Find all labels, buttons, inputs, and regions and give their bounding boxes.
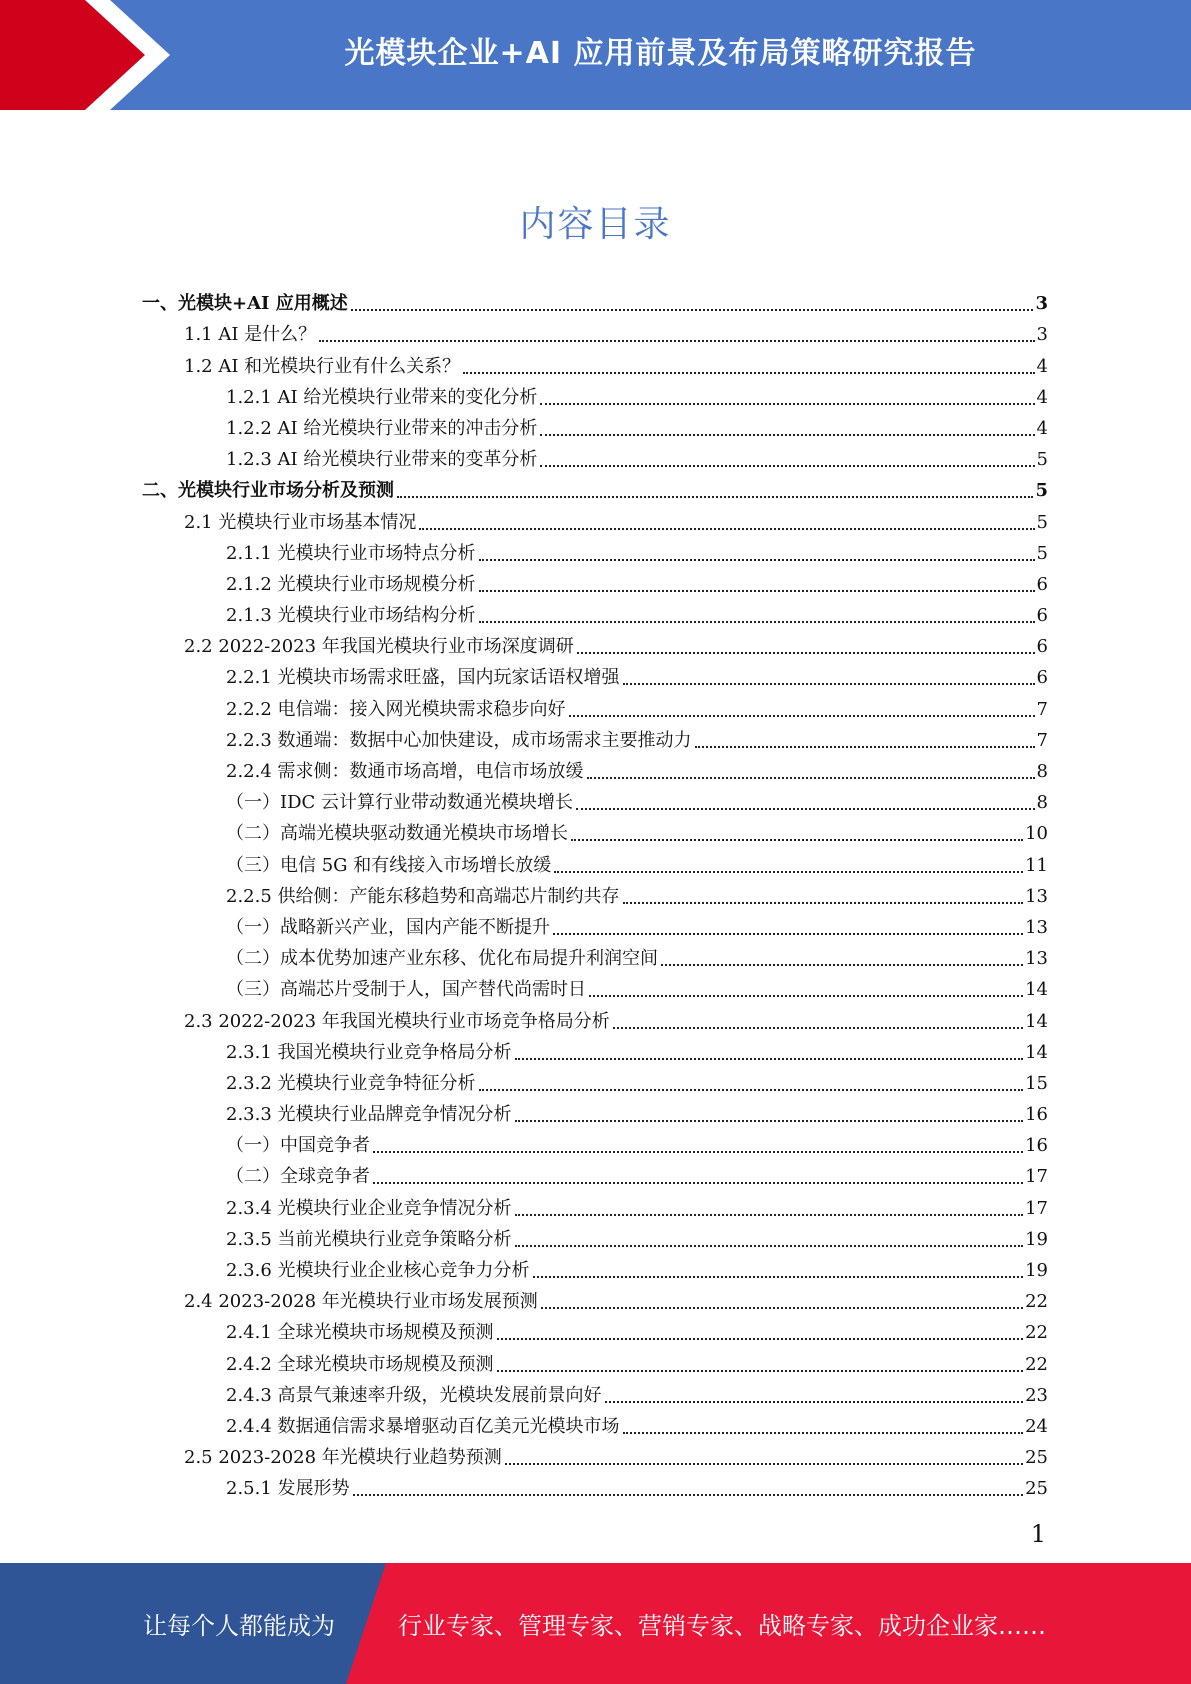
toc-entry-label: 2.4.2 全球光模块市场规模及预测 [226,1353,494,1375]
toc-entry-label: 1.1 AI 是什么？ [184,324,317,346]
toc-entry[interactable] [142,1408,1048,1439]
footer-slogan-left: 让每个人都能成为 [143,1612,335,1640]
toc-entry-page: 13 [1025,885,1048,907]
toc-dot-leader [515,1245,1024,1247]
toc-dot-leader [623,683,1035,685]
toc-entry-page: 11 [1025,854,1048,876]
footer-banner [0,1563,1191,1684]
toc-entry[interactable] [142,1189,1048,1220]
toc-dot-leader [661,964,1023,966]
toc-entry-page: 14 [1025,1041,1048,1063]
toc-entry-label: 1.2.1 AI 给光模块行业带来的变化分析 [226,386,538,408]
toc-dot-leader [319,340,1034,342]
toc-entry[interactable] [142,628,1048,659]
toc-dot-leader [515,1058,1024,1060]
toc-dot-leader [479,590,1035,592]
toc-entry[interactable] [142,535,1048,566]
toc-entry-label: 2.2 2022-2023 年我国光模块行业市场深度调研 [184,636,574,658]
toc-dot-leader [577,652,1035,654]
toc-dot-leader [373,1151,1023,1153]
toc-dot-leader [497,1370,1024,1372]
toc-dot-leader [587,777,1035,779]
toc-entry-label: 1.2.2 AI 给光模块行业带来的冲击分析 [226,417,538,439]
toc-dot-leader [540,434,1034,436]
header-banner [0,0,1191,110]
footer-slogan-right: 行业专家、管理专家、营销专家、战略专家、成功企业家…… [398,1612,1046,1640]
toc-entry[interactable] [142,846,1048,877]
toc-dot-leader [479,1089,1024,1091]
toc-entry-page: 17 [1025,1166,1048,1188]
toc-entry[interactable] [142,1002,1048,1033]
toc-entry-label: 2.3.1 我国光模块行业竞争格局分析 [226,1041,512,1063]
toc-entry[interactable] [142,1252,1048,1283]
toc-entry[interactable] [142,878,1048,909]
toc-dot-leader [540,465,1034,467]
toc-entry-page: 6 [1036,636,1048,658]
toc-entry-label: （一）战略新兴产业，国内产能不断提升 [226,916,550,938]
toc-entry[interactable] [142,503,1048,534]
toc-entry-label: 2.3 2022-2023 年我国光模块行业市场竞争格局分析 [184,1010,610,1032]
toc-entry-label: 2.3.3 光模块行业品牌竞争情况分析 [226,1104,512,1126]
toc-dot-leader [515,1214,1024,1216]
toc-entry-page: 5 [1035,480,1048,502]
toc-entry-label: 2.4.4 数据通信需求暴增驱动百亿美元光模块市场 [226,1415,620,1437]
toc-entry-page: 10 [1025,823,1048,845]
toc-entry[interactable] [142,410,1048,441]
toc-entry-label: 二、光模块行业市场分析及预测 [142,480,394,502]
toc-dot-leader [569,715,1035,717]
toc-dot-leader [695,746,1035,748]
toc-heading: 内容目录 [519,204,672,245]
toc-dot-leader [605,1401,1024,1403]
toc-entry-page: 25 [1025,1478,1048,1500]
toc-entry-page: 16 [1025,1104,1048,1126]
toc-entry-label: 2.2.3 数通端：数据中心加快建设，成市场需求主要推动力 [226,729,692,751]
toc-entry-page: 7 [1036,729,1048,751]
toc-entry[interactable] [142,347,1048,378]
toc-entry-label: （二）成本优势加速产业东移、优化布局提升利润空间 [226,948,658,970]
toc-entry[interactable] [142,753,1048,784]
toc-entry-page: 14 [1025,1010,1048,1032]
toc-dot-leader [515,1120,1024,1122]
page-number: 1 [1030,1520,1046,1548]
toc-entry-page: 13 [1025,948,1048,970]
toc-entry-label: 2.4 2023-2028 年光模块行业市场发展预测 [184,1291,538,1313]
toc-entry-label: 一、光模块+AI 应用概述 [142,293,348,315]
toc-dot-leader [540,403,1034,405]
toc-entry[interactable] [142,1283,1048,1314]
toc-dot-leader [351,309,1034,311]
toc-entry-label: 2.4.1 全球光模块市场规模及预测 [226,1322,494,1344]
toc-entry-page: 15 [1025,1072,1048,1094]
toc-entry-label: （二）全球竞争者 [226,1166,370,1188]
toc-entry[interactable] [142,316,1048,347]
toc-dot-leader [419,528,1034,530]
toc-dot-leader [463,372,1034,374]
toc-dot-leader [533,1276,1024,1278]
toc-entry-page: 17 [1025,1197,1048,1219]
toc-entry-label: （一）中国竞争者 [226,1135,370,1157]
toc-dot-leader [497,1338,1024,1340]
toc-dot-leader [397,496,1033,498]
toc-entry-page: 3 [1035,293,1048,315]
toc-entry-label: 2.4.3 高景气兼速率升级，光模块发展前景向好 [226,1384,602,1406]
toc-entry-label: 2.1.1 光模块行业市场特点分析 [226,542,476,564]
toc-entry-page: 6 [1036,605,1048,627]
toc-entry[interactable] [142,909,1048,940]
toc-entry[interactable] [142,940,1048,971]
toc-entry[interactable] [142,1158,1048,1189]
toc-dot-leader [553,933,1023,935]
toc-dot-leader [554,871,1023,873]
toc-entry[interactable] [142,379,1048,410]
toc-entry[interactable] [142,1096,1048,1127]
toc-entry[interactable] [142,1345,1048,1376]
toc-entry-page: 6 [1036,667,1048,689]
toc-entry[interactable] [142,1127,1048,1158]
toc-entry[interactable] [142,1314,1048,1345]
toc-entry-label: 2.2.1 光模块市场需求旺盛，国内玩家话语权增强 [226,667,620,689]
toc-entry[interactable] [142,784,1048,815]
toc-entry-page: 4 [1036,417,1048,439]
toc-dot-leader [373,1182,1023,1184]
toc-entry[interactable] [142,1377,1048,1408]
toc-entry[interactable] [142,690,1048,721]
toc-entry[interactable] [142,722,1048,753]
toc-dot-leader [576,808,1035,810]
toc-dot-leader [589,995,1023,997]
toc-entry-page: 22 [1025,1291,1048,1313]
toc-dot-leader [623,902,1024,904]
toc-entry[interactable] [142,815,1048,846]
toc-entry[interactable] [142,1221,1048,1252]
toc-entry-page: 4 [1036,386,1048,408]
toc-dot-leader [571,839,1023,841]
toc-entry-page: 13 [1025,916,1048,938]
toc-entry-label: 1.2 AI 和光模块行业有什么关系？ [184,355,461,377]
toc-entry-label: 2.3.5 当前光模块行业竞争策略分析 [226,1228,512,1250]
toc-entry[interactable] [142,285,1048,316]
toc-entry-page: 22 [1025,1322,1048,1344]
toc-entry-page: 22 [1025,1353,1048,1375]
toc-entry[interactable] [142,1034,1048,1065]
toc-entry-label: （二）高端光模块驱动数通光模块市场增长 [226,823,568,845]
toc-entry-page: 7 [1036,698,1048,720]
toc-dot-leader [479,621,1035,623]
toc-entry[interactable] [142,597,1048,628]
toc-entry-page: 16 [1025,1135,1048,1157]
toc-entry-page: 6 [1036,573,1048,595]
toc-entry-page: 8 [1036,792,1048,814]
toc-entry-page: 19 [1025,1260,1048,1281]
toc-entry-label: 2.3.2 光模块行业竞争特征分析 [226,1072,476,1094]
toc-entry-label: 1.2.3 AI 给光模块行业带来的变革分析 [226,449,538,471]
toc-entry[interactable] [142,472,1048,503]
toc-entry-label: 2.5.1 发展形势 [226,1478,350,1500]
toc-entry-page: 19 [1025,1228,1048,1250]
toc-entry-label: 2.1 光模块行业市场基本情况 [184,511,417,533]
toc-entry-page: 5 [1036,511,1048,533]
toc-entry[interactable] [142,441,1048,472]
toc-entry-label: 2.5 2023-2028 年光模块行业趋势预测 [184,1447,502,1469]
toc-entry-label: 2.2.5 供给侧：产能东移趋势和高端芯片制约共存 [226,885,620,907]
report-title: 光模块企业+AI 应用前景及布局策略研究报告 [344,36,977,71]
toc-entry[interactable] [142,659,1048,690]
toc-entry-page: 25 [1025,1447,1048,1469]
toc-entry-page: 5 [1036,449,1048,471]
toc-entry[interactable] [142,1439,1048,1470]
toc-entry-page: 5 [1036,542,1048,564]
toc-entry-label: （一）IDC 云计算行业带动数通光模块增长 [226,792,574,814]
toc-entry-page: 23 [1025,1384,1048,1406]
toc-entry-page: 24 [1025,1415,1048,1437]
toc-entry-page: 14 [1025,979,1048,1001]
toc-dot-leader [623,1432,1024,1434]
toc-entry-page: 8 [1036,761,1048,782]
table-of-contents [142,285,1048,1501]
toc-entry-label: 2.1.2 光模块行业市场规模分析 [226,573,476,595]
toc-dot-leader [505,1463,1023,1465]
toc-entry-label: 2.2.4 需求侧：数通市场高增，电信市场放缓 [226,761,584,782]
toc-entry-label: 2.3.6 光模块行业企业核心竞争力分析 [226,1260,530,1281]
toc-dot-leader [613,1027,1023,1029]
toc-entry[interactable] [142,566,1048,597]
toc-dot-leader [353,1494,1024,1496]
toc-entry[interactable] [142,1065,1048,1096]
toc-entry-label: 2.3.4 光模块行业企业竞争情况分析 [226,1197,512,1219]
toc-entry-page: 4 [1036,355,1048,377]
toc-dot-leader [479,559,1035,561]
toc-dot-leader [541,1307,1023,1309]
toc-entry-label: 2.1.3 光模块行业市场结构分析 [226,605,476,627]
toc-entry-label: （三）电信 5G 和有线接入市场增长放缓 [226,854,552,876]
toc-entry-page: 3 [1036,324,1048,346]
toc-entry-label: 2.2.2 电信端：接入网光模块需求稳步向好 [226,698,566,720]
toc-entry-label: （三）高端芯片受制于人，国产替代尚需时日 [226,979,586,1001]
toc-entry[interactable] [142,1470,1048,1501]
toc-entry[interactable] [142,971,1048,1002]
